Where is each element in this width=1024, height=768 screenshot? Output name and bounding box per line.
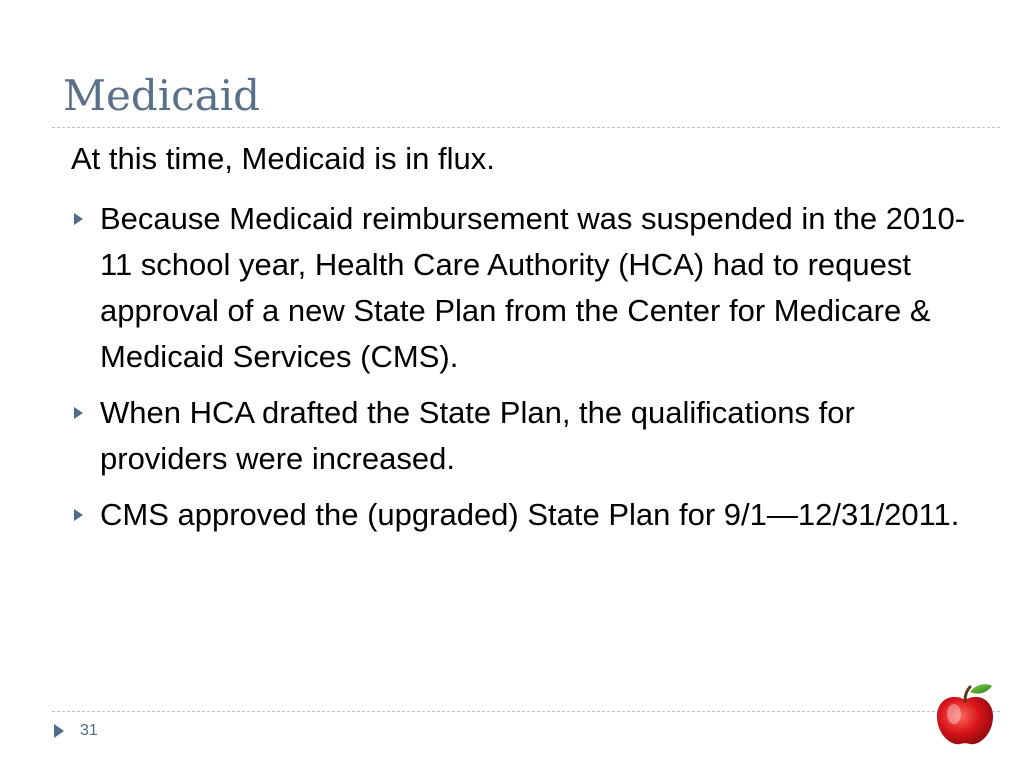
triangle-right-icon [71,390,100,436]
apple-icon [930,680,1000,750]
bullet-text: When HCA drafted the State Plan, the qualifications for providers were increased. [100,395,855,476]
bullet-item [71,390,971,482]
bullet-item [71,196,971,380]
triangle-right-icon [52,722,66,740]
bullet-text: Because Medicaid reimbursement was suspended in the 2010-11 school year, Health Care Authority (HCA) had to request approval of a new State Plan from the Center for Medicare & Medicaid Services (CMS). [100,201,966,374]
triangle-right-icon [71,196,100,242]
bullet-text: CMS approved the (upgraded) State Plan for 9/1—12/31/2011. [100,497,960,532]
intro-text: At this time, Medicaid is in flux. [71,141,495,176]
footer-divider [52,711,1000,712]
bullet-item [71,492,971,538]
bullet-list [71,196,971,548]
slide-title: Medicaid [63,71,261,120]
page-number: 31 [80,722,98,739]
title-divider [52,127,1000,128]
triangle-right-icon [71,492,100,538]
